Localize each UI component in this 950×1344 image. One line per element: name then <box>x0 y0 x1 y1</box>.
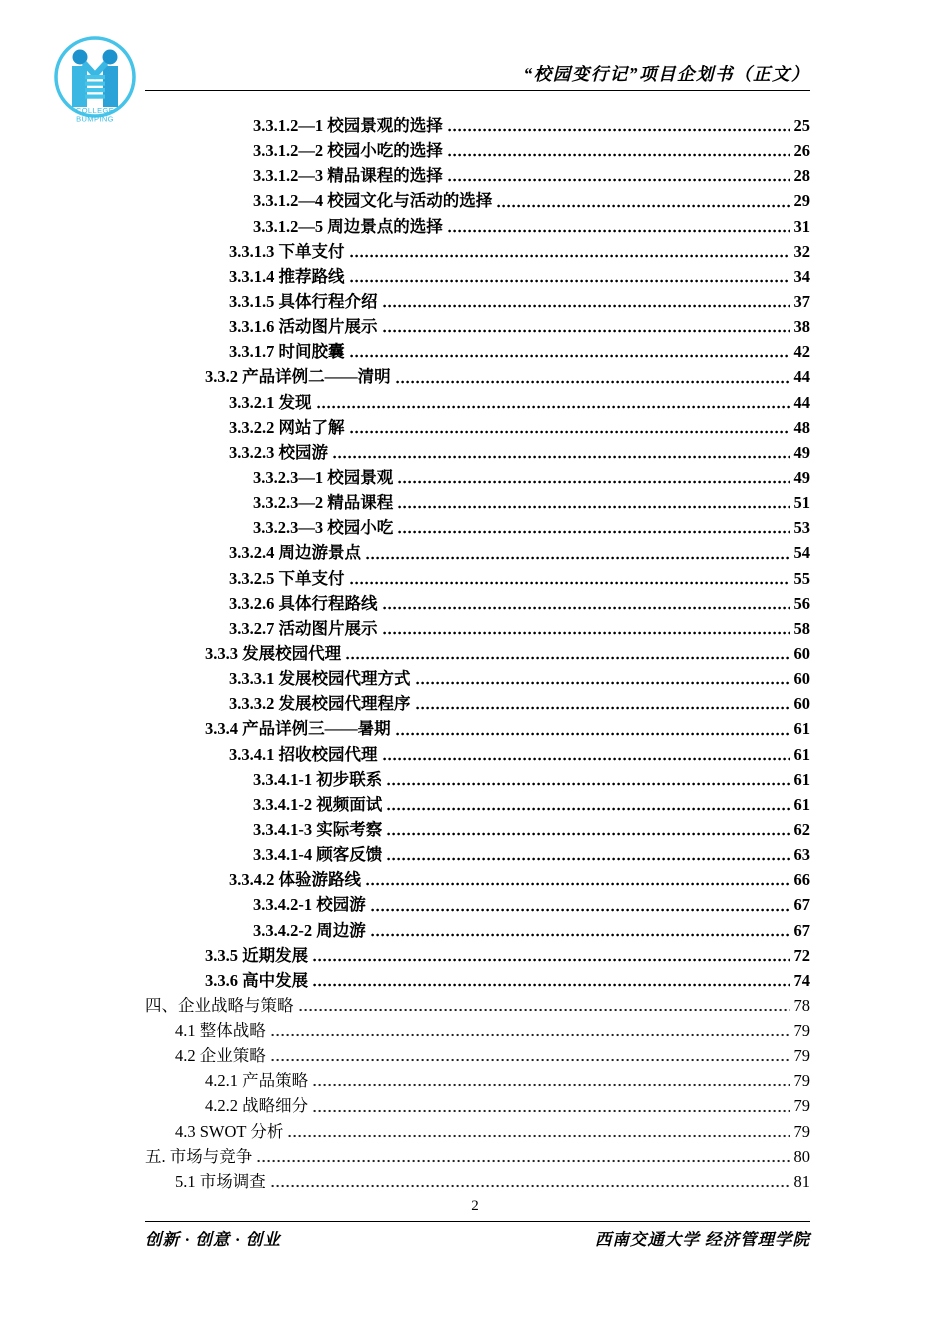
toc-entry-label: 3.3.5 近期发展 <box>205 945 309 965</box>
toc-leader-dots <box>271 1184 790 1188</box>
toc-entry[interactable] <box>145 1093 810 1118</box>
toc-entry[interactable] <box>145 968 810 993</box>
toc-entry-page: 55 <box>793 568 810 588</box>
toc-leader-dots <box>398 505 789 509</box>
toc-leader-dots <box>313 958 789 962</box>
toc-leader-dots <box>383 631 790 635</box>
toc-entry[interactable] <box>145 1169 810 1194</box>
toc-entry[interactable] <box>145 792 810 817</box>
toc-entry-page: 54 <box>793 543 810 563</box>
page-number: 2 <box>471 1198 479 1214</box>
toc-entry-page: 63 <box>793 845 810 865</box>
toc-entry[interactable] <box>145 943 810 968</box>
toc-leader-dots <box>387 857 789 861</box>
toc-entry[interactable] <box>145 113 810 138</box>
toc-entry-label: 3.3.1.2—3 精品课程的选择 <box>253 166 443 186</box>
toc-entry[interactable] <box>145 817 810 842</box>
toc-entry-label: 3.3.2.6 具体行程路线 <box>229 593 378 613</box>
toc-entry-label: 3.3.3.1 发展校园代理方式 <box>229 669 411 689</box>
toc-entry-page: 38 <box>793 317 810 337</box>
toc-entry[interactable] <box>145 842 810 867</box>
toc-entry-label: 3.3.4.1-4 顾客反馈 <box>253 845 383 865</box>
toc-leader-dots <box>257 1159 789 1163</box>
footer-rule <box>145 1221 810 1222</box>
toc-entry-label: 3.3.6 高中发展 <box>205 970 309 990</box>
toc-entry-label: 四、企业战略与策略 <box>145 995 294 1015</box>
toc-leader-dots <box>346 656 789 660</box>
toc-entry-page: 28 <box>793 166 810 186</box>
toc-entry-page: 79 <box>793 1046 810 1066</box>
toc-entry-label: 4.2.1 产品策略 <box>205 1071 309 1091</box>
toc-entry-page: 53 <box>793 518 810 538</box>
toc-entry-label: 3.3.1.2—2 校园小吃的选择 <box>253 141 443 161</box>
toc-entry[interactable] <box>145 540 810 565</box>
toc-leader-dots <box>387 782 789 786</box>
toc-entry[interactable] <box>145 993 810 1018</box>
toc-entry[interactable] <box>145 918 810 943</box>
toc-entry[interactable] <box>145 1068 810 1093</box>
toc-entry-page: 31 <box>793 216 810 236</box>
toc-entry-page: 66 <box>793 870 810 890</box>
logo-text-college: COLLEGE <box>75 106 115 115</box>
toc-entry-label: 4.2 企业策略 <box>175 1046 266 1066</box>
toc-entry-label: 3.3.1.5 具体行程介绍 <box>229 291 378 311</box>
toc-entry-page: 60 <box>793 694 810 714</box>
toc-entry-label: 4.1 整体战略 <box>175 1021 266 1041</box>
toc-entry[interactable] <box>145 264 810 289</box>
toc-leader-dots <box>416 706 790 710</box>
toc-leader-dots <box>271 1033 790 1037</box>
toc-entry-label: 3.3.3 发展校园代理 <box>205 643 342 663</box>
toc-leader-dots <box>366 882 790 886</box>
toc-entry[interactable] <box>145 339 810 364</box>
toc-leader-dots <box>448 178 790 182</box>
toc-entry-label: 3.3.4.2 体验游路线 <box>229 870 361 890</box>
toc-entry[interactable] <box>145 163 810 188</box>
toc-entry[interactable] <box>145 1043 810 1068</box>
toc-entry-page: 61 <box>793 744 810 764</box>
toc-entry[interactable] <box>145 566 810 591</box>
toc-leader-dots <box>271 1058 790 1062</box>
toc-leader-dots <box>288 1134 789 1138</box>
toc-entry[interactable] <box>145 1119 810 1144</box>
toc-entry-page: 61 <box>793 769 810 789</box>
toc-entry-page: 25 <box>793 116 810 135</box>
toc-entry[interactable] <box>145 892 810 917</box>
toc-entry[interactable] <box>145 1018 810 1043</box>
toc-entry-page: 48 <box>793 417 810 437</box>
toc-leader-dots <box>387 832 789 836</box>
toc-leader-dots <box>448 229 790 233</box>
toc-leader-dots <box>350 430 790 434</box>
toc-entry-page: 67 <box>793 920 810 940</box>
toc-leader-dots <box>383 329 790 333</box>
toc-entry-page: 78 <box>793 995 810 1015</box>
toc-entry[interactable] <box>145 188 810 213</box>
toc-entry-page: 72 <box>793 945 810 965</box>
toc-entry-label: 3.3.4 产品详例三——暑期 <box>205 719 391 739</box>
toc-entry-label: 3.3.1.3 下单支付 <box>229 241 345 261</box>
toc-entry[interactable] <box>145 515 810 540</box>
toc-entry-label: 3.3.1.4 推荐路线 <box>229 266 345 286</box>
toc-entry-label: 3.3.2.4 周边游景点 <box>229 543 361 563</box>
toc-entry-label: 4.2.2 战略细分 <box>205 1096 309 1116</box>
toc-entry-label: 3.3.1.6 活动图片展示 <box>229 317 378 337</box>
toc-leader-dots <box>383 606 790 610</box>
toc-entry-page: 44 <box>793 367 810 387</box>
toc-entry[interactable] <box>145 440 810 465</box>
toc-leader-dots <box>371 933 790 937</box>
toc-leader-dots <box>448 153 790 157</box>
toc-leader-dots <box>350 354 790 358</box>
toc-entry-label: 3.3.4.2-2 周边游 <box>253 920 366 940</box>
logo-text-bumping: BUMPING <box>76 114 114 124</box>
page-header-title: “校园变行记”项目企划书（正文） <box>523 64 810 84</box>
toc-entry-page: 29 <box>793 191 810 211</box>
toc-entry-label: 3.3.4.1-3 实际考察 <box>253 819 383 839</box>
toc-leader-dots <box>497 204 789 208</box>
toc-entry-page: 79 <box>793 1071 810 1091</box>
toc-entry-label: 3.3.2.3 校园游 <box>229 442 328 462</box>
toc-entry-page: 61 <box>793 794 810 814</box>
toc-entry-label: 五. 市场与竞争 <box>145 1146 253 1166</box>
toc-entry-page: 67 <box>793 895 810 915</box>
toc-leader-dots <box>350 279 790 283</box>
toc-entry-label: 3.3.2.1 发现 <box>229 392 312 412</box>
toc-leader-dots <box>398 530 789 534</box>
toc-entry-label: 3.3.1.2—5 周边景点的选择 <box>253 216 443 236</box>
footer-slogan: 创新 · 创意 · 创业 <box>145 1230 281 1249</box>
toc-leader-dots <box>366 556 790 560</box>
toc-entry-label: 3.3.3.2 发展校园代理程序 <box>229 694 411 714</box>
toc-entry-page: 51 <box>793 493 810 513</box>
toc-entry[interactable] <box>145 666 810 691</box>
toc-entry-label: 3.3.1.2—4 校园文化与活动的选择 <box>253 191 493 211</box>
toc-entry-page: 34 <box>793 266 810 286</box>
toc-entry[interactable] <box>145 289 810 314</box>
toc-leader-dots <box>313 1083 789 1087</box>
toc-leader-dots <box>398 480 789 484</box>
toc-entry-label: 5.1 市场调查 <box>175 1171 266 1191</box>
toc-entry[interactable] <box>145 138 810 163</box>
toc-entry-label: 3.3.1.7 时间胶囊 <box>229 342 345 362</box>
table-of-contents <box>145 113 810 1194</box>
toc-entry[interactable] <box>145 867 810 892</box>
toc-entry-page: 60 <box>793 643 810 663</box>
toc-entry[interactable] <box>145 691 810 716</box>
toc-entry[interactable] <box>145 465 810 490</box>
footer-institution: 西南交通大学 经济管理学院 <box>594 1230 810 1249</box>
toc-entry[interactable] <box>145 616 810 641</box>
toc-entry-page: 49 <box>793 467 810 487</box>
toc-entry-page: 79 <box>793 1021 810 1041</box>
toc-entry[interactable] <box>145 390 810 415</box>
toc-leader-dots <box>383 757 790 761</box>
toc-entry-label: 3.3.4.1-2 视频面试 <box>253 794 383 814</box>
toc-leader-dots <box>416 681 790 685</box>
toc-entry-page: 81 <box>793 1171 810 1191</box>
toc-leader-dots <box>371 908 790 912</box>
toc-entry-label: 3.3.2.2 网站了解 <box>229 417 345 437</box>
toc-entry-label: 3.3.2.7 活动图片展示 <box>229 618 378 638</box>
toc-entry-page: 61 <box>793 719 810 739</box>
toc-entry-label: 3.3.2.5 下单支付 <box>229 568 345 588</box>
toc-entry-label: 3.3.4.1 招收校园代理 <box>229 744 378 764</box>
toc-entry-page: 80 <box>793 1146 810 1166</box>
toc-leader-dots <box>350 581 790 585</box>
toc-entry-label: 3.3.2.3—1 校园景观 <box>253 467 394 487</box>
toc-entry[interactable] <box>145 641 810 666</box>
toc-leader-dots <box>333 455 790 459</box>
toc-entry[interactable] <box>145 742 810 767</box>
toc-entry[interactable] <box>145 1144 810 1169</box>
toc-entry-page: 79 <box>793 1096 810 1116</box>
toc-leader-dots <box>317 405 790 409</box>
toc-entry-page: 49 <box>793 442 810 462</box>
toc-entry-label: 3.3.2.3—2 精品课程 <box>253 493 394 513</box>
toc-leader-dots <box>396 732 790 736</box>
toc-entry-page: 42 <box>793 342 810 362</box>
toc-entry-label: 3.3.2.3—3 校园小吃 <box>253 518 394 538</box>
toc-entry-page: 56 <box>793 593 810 613</box>
toc-leader-dots <box>383 304 790 308</box>
toc-leader-dots <box>396 380 790 384</box>
toc-entry[interactable] <box>145 490 810 515</box>
toc-leader-dots <box>387 807 789 811</box>
toc-entry[interactable] <box>145 364 810 389</box>
toc-entry[interactable] <box>145 716 810 741</box>
toc-entry[interactable] <box>145 214 810 239</box>
toc-entry-label: 4.3 SWOT 分析 <box>175 1121 284 1141</box>
toc-entry[interactable] <box>145 767 810 792</box>
toc-entry-label: 3.3.1.2—1 校园景观的选择 <box>253 116 443 135</box>
header-rule <box>145 90 810 91</box>
toc-entry-page: 32 <box>793 241 810 261</box>
toc-leader-dots <box>350 254 790 258</box>
toc-entry-page: 79 <box>793 1121 810 1141</box>
toc-entry-label: 3.3.2 产品详例二——清明 <box>205 367 391 387</box>
toc-entry[interactable] <box>145 314 810 339</box>
toc-entry-page: 62 <box>793 819 810 839</box>
toc-leader-dots <box>448 128 790 132</box>
logo-icon <box>50 34 140 126</box>
toc-entry-page: 60 <box>793 669 810 689</box>
toc-entry[interactable] <box>145 239 810 264</box>
toc-entry[interactable] <box>145 591 810 616</box>
college-bumping-logo <box>50 34 140 126</box>
toc-entry-page: 58 <box>793 618 810 638</box>
toc-leader-dots <box>299 1008 790 1012</box>
toc-entry-page: 26 <box>793 141 810 161</box>
toc-leader-dots <box>313 983 789 987</box>
toc-entry-page: 44 <box>793 392 810 412</box>
toc-entry-page: 37 <box>793 291 810 311</box>
toc-entry-page: 74 <box>793 970 810 990</box>
toc-leader-dots <box>313 1109 789 1113</box>
toc-entry-label: 3.3.4.1-1 初步联系 <box>253 769 383 789</box>
toc-entry-label: 3.3.4.2-1 校园游 <box>253 895 366 915</box>
toc-entry[interactable] <box>145 415 810 440</box>
